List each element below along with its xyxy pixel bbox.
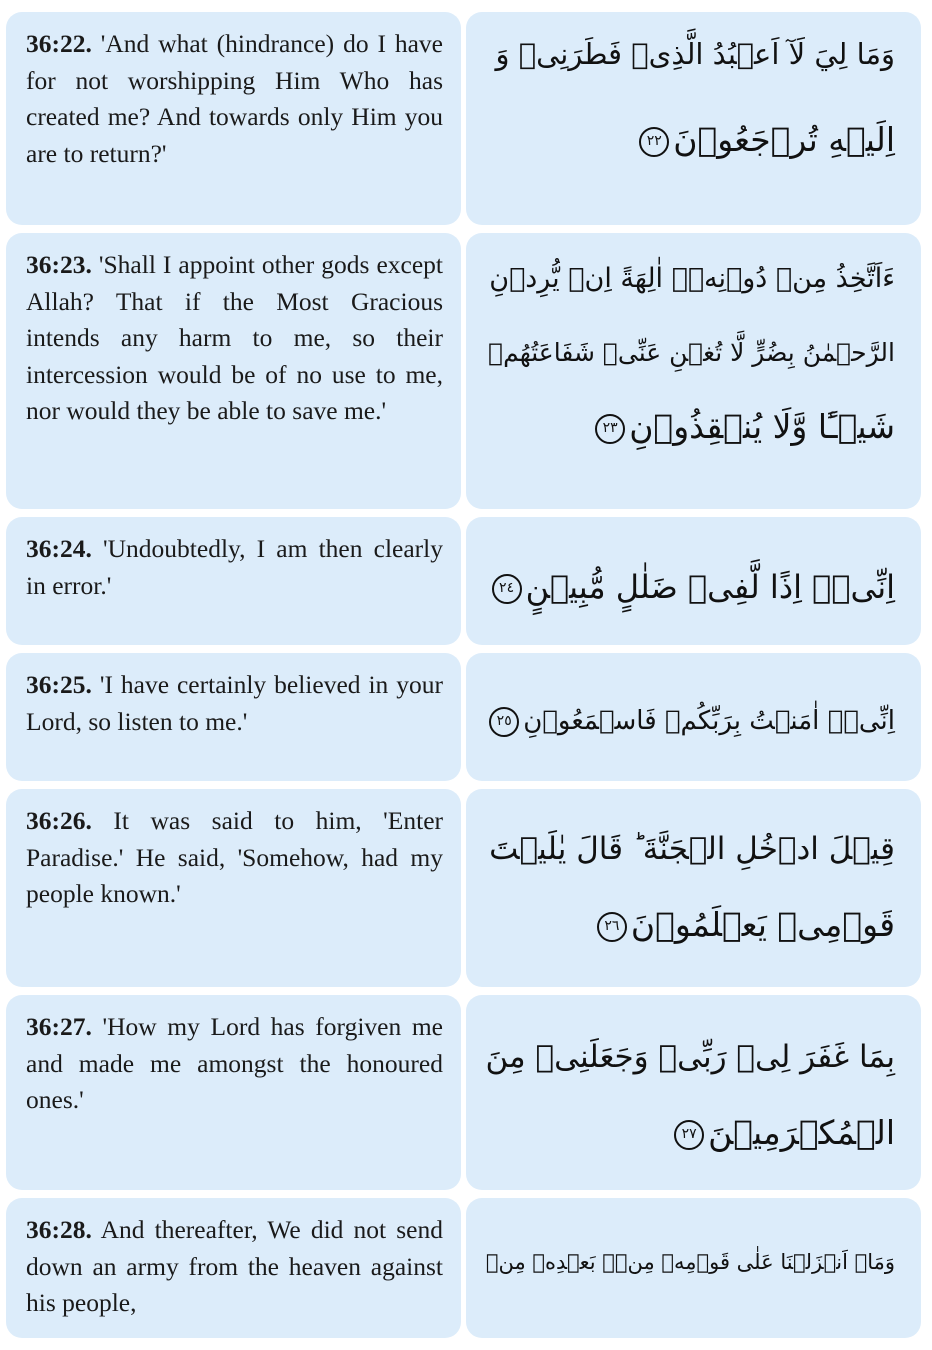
- verse-row: [6, 517, 921, 645]
- arabic-line: [484, 116, 895, 164]
- verse-reference: 36:27.: [26, 1012, 92, 1041]
- arabic-text-cell: [466, 1198, 921, 1338]
- arabic-line: [484, 697, 895, 745]
- ayah-number-marker: ٢٢: [639, 127, 669, 157]
- verse-row: [6, 233, 921, 509]
- verse-reference: 36:22.: [26, 29, 92, 58]
- arabic-line-text: شَیۡـًٔا وَّلَا یُنۡقِذُوۡنِ: [629, 407, 895, 446]
- english-translation-cell: [6, 1198, 461, 1338]
- arabic-text-cell: [466, 789, 921, 987]
- verse-row: [6, 995, 921, 1190]
- translation-text: And thereafter, We did not send down an army from the heaven against his people,: [26, 1215, 444, 1317]
- english-text: [26, 803, 443, 913]
- english-text: [26, 26, 443, 172]
- arabic-text-cell: [466, 995, 921, 1190]
- verse-reference: 36:28.: [26, 1215, 92, 1244]
- arabic-line: وَمَا لِيَ لَآ اَعۡبُدُ الَّذِیۡ فَطَرَنِیۡ وَ: [495, 37, 895, 71]
- translation-text: 'Undoubtedly, I am then clearly in error.': [26, 534, 443, 600]
- verse-row: [6, 1198, 921, 1338]
- arabic-line: وَمَاۤ اَنۡزَلۡنَا عَلٰى قَوۡمِهٖ مِنۡۢ بَعۡدِهٖ مِنۡ: [485, 1250, 895, 1274]
- arabic-line: [484, 563, 895, 611]
- translation-text: 'I have certainly believed in your Lord, so listen to me.': [26, 670, 444, 736]
- english-translation-cell: [6, 12, 461, 225]
- ayah-number-marker: ٢٣: [595, 414, 625, 444]
- arabic-line: بِمَا غَفَرَ لِیۡ رَبِّیۡ وَجَعَلَنِیۡ مِنَ: [485, 1039, 895, 1075]
- english-text: [26, 1009, 443, 1119]
- english-translation-cell: [6, 789, 461, 987]
- arabic-line-text: قَوۡمِیۡ یَعۡلَمُوۡنَ: [630, 905, 895, 944]
- english-translation-cell: [6, 653, 461, 781]
- arabic-line: ءَاَتَّخِذُ مِنۡ دُوۡنِهٖۤ اٰلِهَةً اِنۡ یُّرِدۡنِ: [489, 263, 895, 294]
- english-text: [26, 667, 443, 740]
- arabic-line: [484, 901, 895, 949]
- arabic-line: [484, 403, 895, 451]
- translation-text: It was said to him, 'Enter Paradise.' He said, 'Somehow, had my people known.': [26, 806, 444, 908]
- verse-row: [6, 653, 921, 781]
- arabic-text-cell: [466, 517, 921, 645]
- english-text: [26, 247, 443, 430]
- arabic-line-text: اِنِّیۡۤ اٰمَنۡتُ بِرَبِّكُمۡ فَاسۡمَعُوۡنِ: [523, 706, 895, 736]
- arabic-line-text: اِنِّیۡۤ اِذًا لَّفِیۡ ضَلٰلٍ مُّبِیۡنٍ: [525, 568, 895, 606]
- verse-reference: 36:25.: [26, 670, 92, 699]
- ayah-number-marker: ٢٦: [597, 912, 627, 942]
- arabic-text-cell: [466, 12, 921, 225]
- arabic-line: قِیۡلَ ادۡخُلِ الۡجَنَّةَ ؕ قَالَ یٰلَیۡتَ: [489, 831, 895, 867]
- english-translation-cell: [6, 995, 461, 1190]
- verse-row: [6, 789, 921, 987]
- translation-text: 'Shall I appoint other gods except Allah? That if the Most Gracious intends any harm to me, so their intercession would be of no use to me, nor would they be able to save me.': [26, 250, 444, 425]
- translation-text: 'How my Lord has forgiven me and made me amongst the honoured ones.': [26, 1012, 443, 1114]
- verse-row: [6, 12, 921, 225]
- arabic-line-text: اِلَیۡهِ تُرۡجَعُوۡنَ: [673, 120, 895, 159]
- verse-reference: 36:24.: [26, 534, 92, 563]
- english-translation-cell: [6, 233, 461, 509]
- arabic-line: [484, 1109, 895, 1157]
- arabic-text-cell: [466, 653, 921, 781]
- english-text: [26, 531, 443, 604]
- arabic-line-text: الۡمُكۡرَمِیۡنَ: [708, 1113, 895, 1152]
- verse-reference: 36:23.: [26, 250, 92, 279]
- ayah-number-marker: ٢٤: [492, 574, 522, 604]
- ayah-number-marker: ٢٥: [489, 707, 519, 737]
- english-translation-cell: [6, 517, 461, 645]
- english-text: [26, 1212, 443, 1322]
- ayah-number-marker: ٢٧: [674, 1120, 704, 1150]
- translation-text: 'And what (hindrance) do I have for not worshipping Him Who has created me? And towards only Him you are to return?': [26, 29, 443, 168]
- arabic-line: الرَّحۡمٰنُ بِضُرٍّ لَّا تُغۡنِ عَنِّیۡ شَفَاعَتُهُمۡ: [488, 338, 895, 367]
- arabic-text-cell: [466, 233, 921, 509]
- verse-reference: 36:26.: [26, 806, 92, 835]
